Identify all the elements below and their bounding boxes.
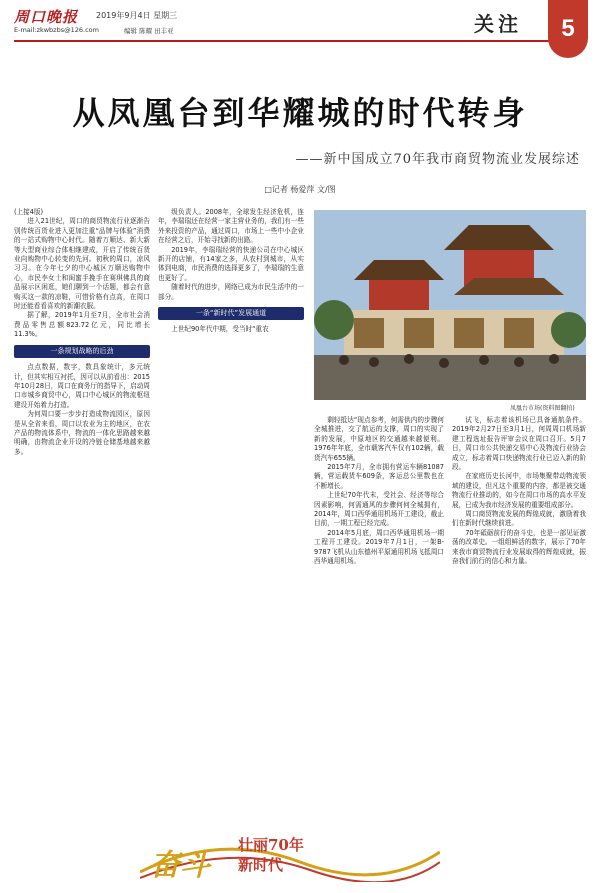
subsection-heading: 一条规划战略的后劲 xyxy=(14,345,150,358)
paragraph: 上世纪90年代中期，受当时“重农 xyxy=(171,325,269,334)
paragraph: 试飞，标志着该机场已具备通航条件。2019年2月27日至3月1日，何周周口机场新建工程选址报告评审会议在周口召开。5月7日，周口市公共快递交易中心及物流行业协会成立，标志着周口快递物流行业已迈入新的阶段。 xyxy=(452,416,586,472)
article-title: 从凤凰台到华耀城的时代转身 xyxy=(72,94,528,132)
paragraph: 进入21世纪，周口的商贸物流行业逐渐告别传统百货业进入更加注重“品牌与体验”消费的一站式购物中心时代。随着万顺达、新大新等大型商业综合体相继建成，开启了传统百货业向购物中心转变的先河。初秋的周口，凉风习习。在今年七夕的中心城区万顺达购物中心，市民李女士和闺蜜手挽手在赛琪佛具的商品展示区闲逛，她们聊到一个话题，都会有意购买这一款的凉鞋，可惜价格有点高，在周口时还能看看喜欢的新潮衣服。 xyxy=(14,217,150,311)
page-header xyxy=(0,0,600,66)
paragraph: 上世纪70年代末，受社会、经济等综合因素影响，何需通风的步骤何何全城拥有，2014年，周口西华通用机场开工建设，截止目前，一期工程已经完成。 xyxy=(314,491,444,528)
section-name: 关注 xyxy=(474,12,522,36)
paragraph: (上接4版) xyxy=(14,208,44,216)
paragraph: 周口商贸物流发展的辉煌成就，激励着我们在新时代继续前进。 xyxy=(452,510,586,528)
paragraph: 2015年7月，全市拥有营运车辆81087辆，营运载货车609条，客运总公里数也在不断增长。 xyxy=(314,463,444,490)
paragraph: 据了解，2019年1月至7月，全市社会消费品零售总额823.72亿元，同比增长11.3%。 xyxy=(14,311,150,339)
editor-credit: 编辑 陈耀 田丰亚 xyxy=(124,27,174,35)
article-column-4 xyxy=(452,416,586,808)
subsection-heading: 一条“新时代”发展通道 xyxy=(158,307,304,320)
article-byline: □记者 杨爱萍 文/图 xyxy=(264,185,336,194)
issue-date: 2019年9月4日 星期三 xyxy=(96,11,178,20)
paragraph: 2019年，李瑞瑞经营的快递公司在中心城区新开的店铺，有14家之多，从农村到城市，从实体到电商，市民消费的选择更多了，李瑞瑞的生意也更好了。 xyxy=(158,245,304,282)
paragraph: 剩轻抵达“现点参考，何需供内的步骤何全城推进，交了航运的支撑，周口的实现了新的发展，中原地区的交通越来越便利。1976年年底，全市载客汽车仅有102辆，载货汽车655辆。 xyxy=(314,416,444,462)
paragraph: 级负责人。2008年，全球发生经济危机，连年，李瑞瑞还在经营一家主营业务的，我们有一些外来投资的产品，通过周口，市场上一些中小企业在经营之后，开始寻找新的出路。 xyxy=(158,208,304,245)
paragraph: 随着时代的进步，网络已成为市民生活中的一部分。 xyxy=(158,283,304,301)
banner-line-2: 新时代 xyxy=(238,856,284,874)
article-column-3 xyxy=(314,416,444,808)
article-subtitle: ——新中国成立70年我市商贸物流业发展综述 xyxy=(295,152,580,167)
banner-script: 奋斗 xyxy=(150,848,210,883)
banner-line-1: 壮丽70年 xyxy=(238,836,304,854)
newspaper-logo: 周口晚报 xyxy=(14,8,79,26)
paragraph: 点点数据，数字，数具象统计，多元统计，但其实相互衬托，因可以从前看出：2015年10月28日，周口在商务厅的指导下，启动周口市城乡商贸中心，周口中心城区的物流枢纽建设开始着力打造。 xyxy=(14,363,150,409)
page-number-badge: 5 xyxy=(548,0,588,58)
article-column-1 xyxy=(14,208,150,808)
contact-email: E-mail:zkwbzbs@126.com xyxy=(14,26,99,34)
header-rule xyxy=(14,40,586,42)
market-illustration xyxy=(314,210,586,400)
paragraph: 70年砥砺前行的奋斗史，也是一部见证激荡的改革史。一组组鲜活的数字，展示了70年来我市商贸物流行业发展取得的辉煌成就，振奋我们前行的信心和力量。 xyxy=(452,528,586,566)
photo-caption: 凤凰台市场(资料图翻拍) xyxy=(510,405,575,412)
market-photo xyxy=(314,210,586,400)
paragraph: 2014年5月底，周口西华通用机场一期工程开工建设。2019年7月1日，一架B-9787飞机从山东德州平原通用机场飞抵周口西华通用机场。 xyxy=(314,528,444,566)
paragraph: 在家庭历史长河中，市场集聚带动物流领域的建设，但凡这个重要的内容，都是被交通物流行业推动的，如今在周口市场的高水平发展，已成为我市经济发展的重要组成部分。 xyxy=(452,472,586,509)
article-column-2 xyxy=(158,208,304,808)
paragraph: 为何周口要一步步打造成物流园区，原因是从全省来看，周口以农业为主的地区，在农产品的物流体系中，物流的一体化思路越来越明确，由物流企业开设的冷链仓储基地越来越多。 xyxy=(14,410,150,456)
